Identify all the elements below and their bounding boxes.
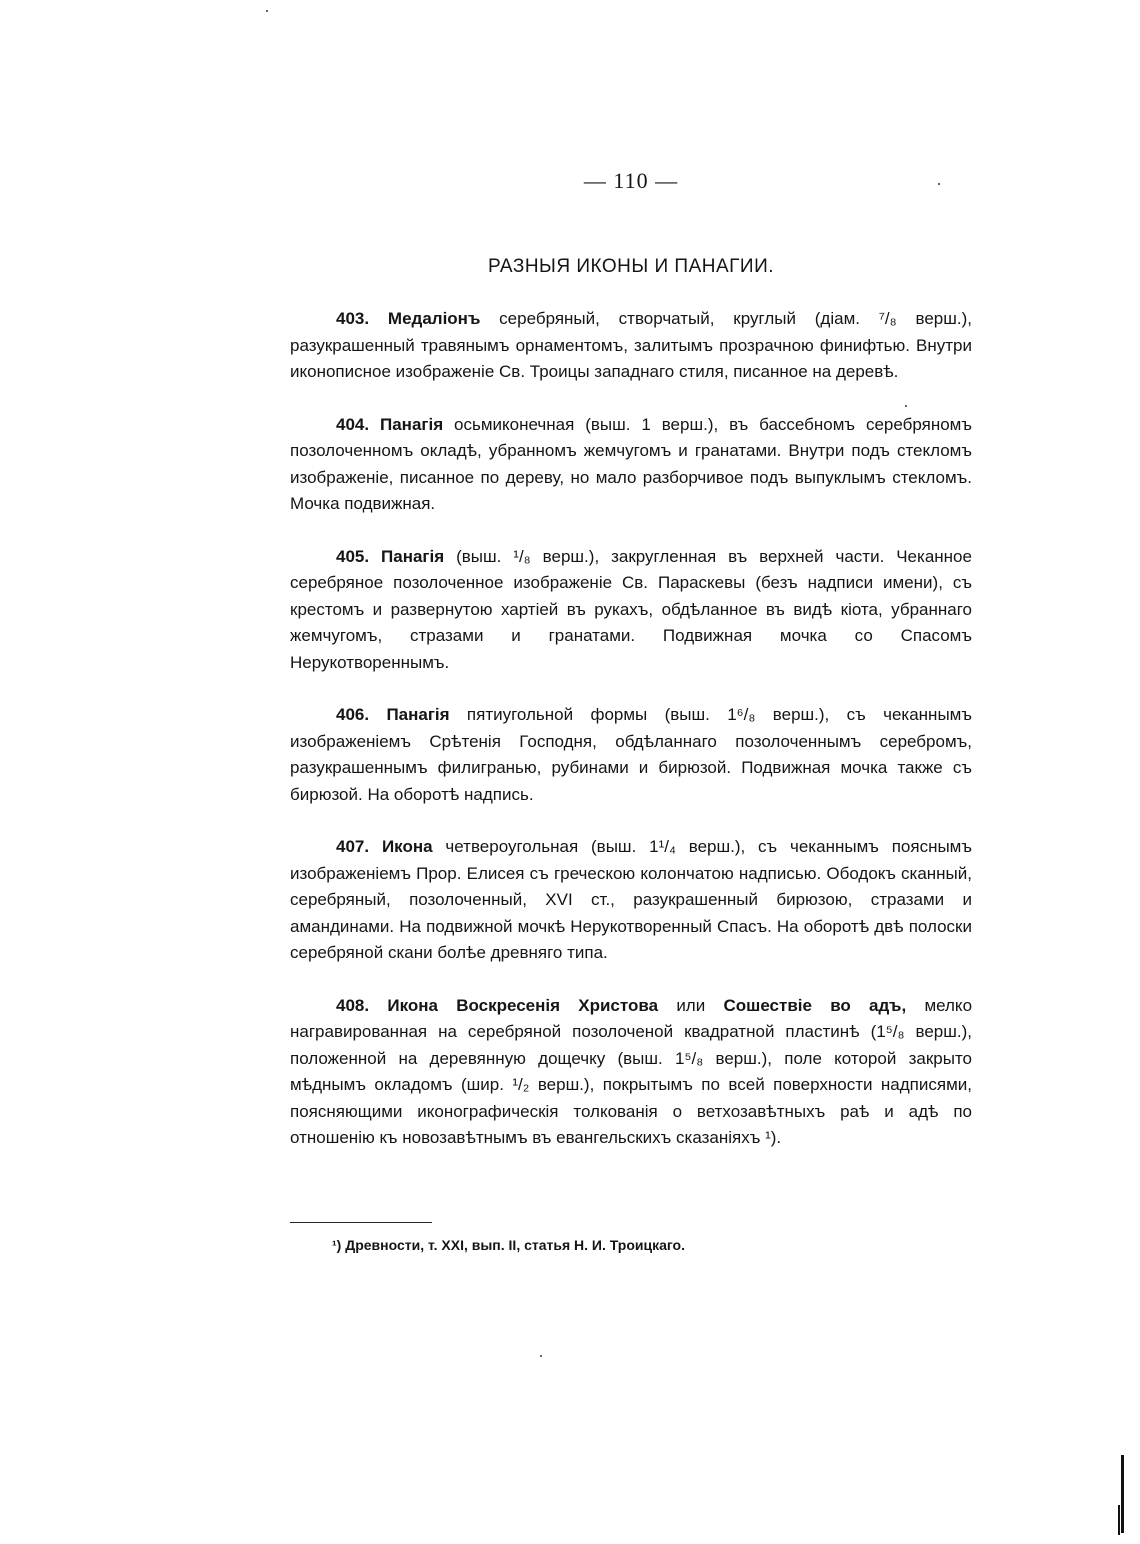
entry-number: 404. — [336, 414, 370, 434]
catalog-entry-407 — [290, 834, 972, 967]
entry-description: мелко награвированная на серебряной позолоченой квадратной пластинѣ (1⁵/₈ верш.), положенной на деревянную дощечку (выш. 1⁵/₈ верш.), поле которой закрыто мѣднымъ окладомъ (шир. ¹/₂ верш.), покрытымъ по всей поверхности надписями, поясняющими иконографическія толкованія о ветхозавѣтныхъ раѣ и адѣ по отношенію къ новозавѣтнымъ въ евангельскихъ сказаніяхъ — [290, 995, 973, 1147]
entry-alt-title: Сошествіе во адъ, — [723, 995, 907, 1015]
entry-connector: или — [676, 995, 706, 1015]
section-title: РАЗНЫЯ ИКОНЫ И ПАНАГИИ. — [487, 256, 775, 277]
scan-speck — [540, 1355, 542, 1357]
entry-number: 403. — [336, 309, 370, 328]
entry-description: пятиугольной формы (выш. 1⁶/₈ верш.), съ чеканнымъ изображеніемъ Срѣтенія Господня, обдѣланнаго позолоченнымъ серебромъ, разукрашеннымъ филигранью, рубинами и бирюзой. Подвижная мочка также съ бирюзой. На оборотѣ надпись. — [290, 705, 972, 804]
entry-description: (выш. ¹/₈ верш.), закругленная въ верхней части. Чеканное серебряное позолоченное изображеніе Св. Параскевы (безъ надписи имени), съ крестомъ и развернутою хартіей въ рукахъ, обдѣланное въ видѣ кіота, убраннаго жемчугомъ, стразами и гранатами. Подвижная мочка со Спасомъ Нерукотвореннымъ. — [290, 546, 972, 672]
entry-description: четвероугольная (выш. 1¹/₄ верш.), съ чеканнымъ пояснымъ изображеніемъ Прор. Елисея съ греческою колончатою надписью. Ободокъ сканный, серебряный, позолоченный, XVI ст., разукрашенный бирюзою, стразами и амандинами. На подвижной мочкѣ Нерукотворенный Спасъ. На оборотѣ двѣ полоски серебряной скани болѣе древняго типа. — [290, 837, 972, 962]
entry-title: Икона — [381, 837, 433, 856]
catalog-entry-408 — [290, 993, 972, 1152]
entry-title: Икона Воскресенія Христова — [387, 995, 659, 1015]
catalog-entries — [290, 306, 972, 1178]
entry-number: 408. — [336, 995, 370, 1015]
catalog-entry-405 — [290, 544, 972, 677]
entry-title: Панагія — [381, 546, 445, 566]
entry-title: Панагія — [386, 705, 450, 724]
footnote-reference: ¹). — [765, 1128, 782, 1147]
entry-description: осьмиконечная (выш. 1 верш.), въ бассебномъ серебряномъ позолоченномъ окладѣ, убранномъ жемчугомъ и гранатами. Внутри подъ стекломъ изображеніе, писанное по дереву, но мало разборчивое подъ выпуклымъ стекломъ. Мочка подвижная. — [290, 414, 972, 513]
catalog-entry-404 — [290, 412, 972, 518]
footnote — [332, 1237, 685, 1253]
footnote-marker: ¹) — [332, 1237, 342, 1253]
catalog-entry-403 — [290, 306, 972, 386]
page-number: — 110 — — [583, 168, 679, 193]
entry-description: серебряный, створчатый, круглый (діам. ⁷/₈ верш.), разукрашенный травянымъ орнаментомъ, залитымъ прозрачною финифтью. Внутри иконописное изображеніе Св. Троицы западнаго стиля, писанное на деревѣ. — [290, 309, 972, 381]
scan-speck — [905, 405, 907, 407]
footnote-text: Древности, т. XXI, вып. II, статья Н. И. Троицкаго. — [345, 1237, 685, 1253]
scan-speck — [938, 183, 940, 185]
catalog-entry-406 — [290, 702, 972, 808]
scan-speck — [266, 10, 268, 12]
entry-number: 407. — [336, 837, 370, 856]
entry-title: Медаліонъ — [387, 309, 481, 328]
entry-number: 405. — [336, 546, 370, 566]
scan-edge-mark — [1121, 1455, 1124, 1533]
footnote-divider — [290, 1222, 432, 1223]
entry-number: 406. — [336, 705, 370, 724]
scan-edge-mark — [1118, 1505, 1120, 1535]
entry-title: Панагія — [380, 414, 444, 434]
